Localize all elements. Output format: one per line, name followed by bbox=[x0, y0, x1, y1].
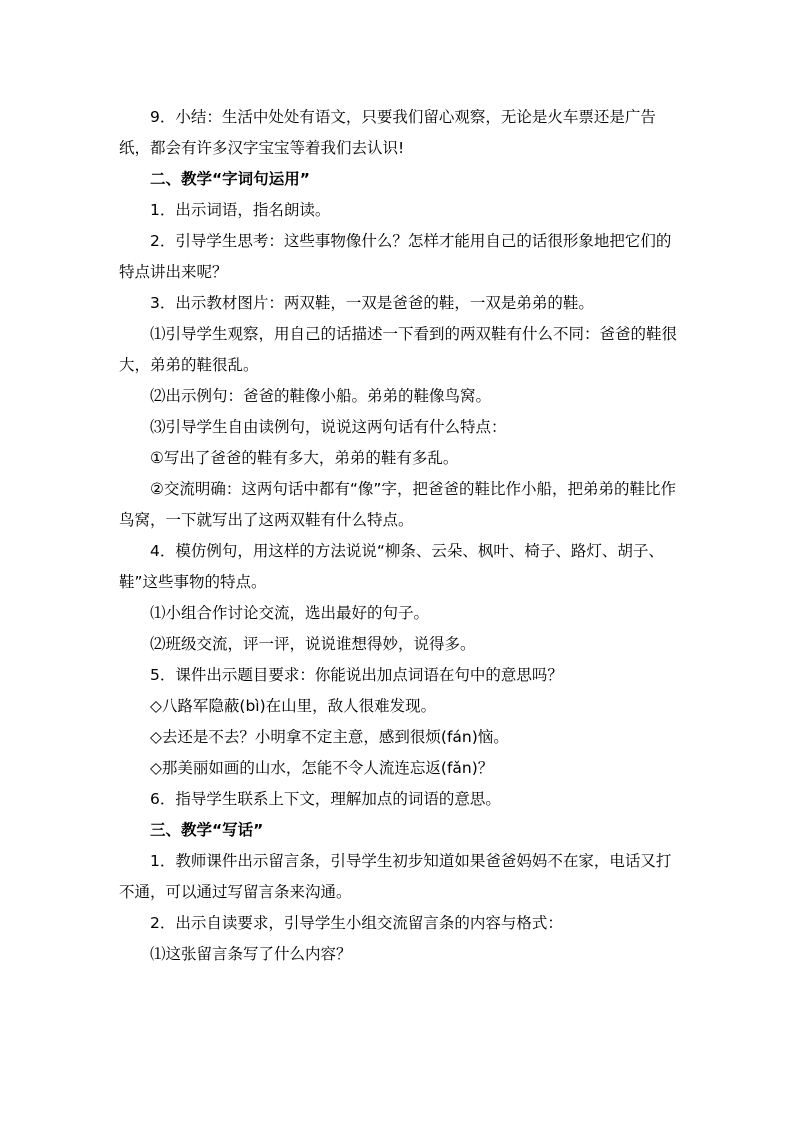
paragraph-step-4: 4．模仿例句，用这样的方法说说“柳条、云朵、枫叶、椅子、路灯、胡子、鞋”这些事物的特点。 bbox=[119, 542, 664, 591]
section-heading-word-usage: 二、教学“字词句运用” bbox=[150, 170, 310, 188]
paragraph-step-3-sub-2: ⑵出示例句：爸爸的鞋像小船。弟弟的鞋像鸟窝。 bbox=[150, 387, 492, 405]
paragraph-writing-step-2-sub-1: ⑴这张留言条写了什么内容？ bbox=[150, 945, 352, 963]
paragraph-step-4-sub-1: ⑴小组合作讨论交流，选出最好的句子。 bbox=[150, 604, 430, 622]
paragraph-step-3-sub-1: ⑴引导学生观察，用自己的话描述一下看到的两双鞋有什么不同：爸爸的鞋很大，弟弟的鞋很乱。 bbox=[119, 325, 678, 374]
paragraph-step-1: 1．出示词语，指名朗读。 bbox=[150, 201, 331, 219]
paragraph-example-3: ◇那美丽如画的山水，怎能不令人流连忘返(fǎn)？ bbox=[150, 759, 494, 777]
paragraph-writing-step-1: 1．教师课件出示留言条，引导学生初步知道如果爸爸妈妈不在家，电话又打不通，可以通过写留言条来沟通。 bbox=[119, 852, 672, 901]
document-body bbox=[119, 102, 677, 970]
paragraph-writing-step-2: 2．出示自读要求，引导学生小组交流留言条的内容与格式： bbox=[150, 914, 563, 932]
paragraph-point-2: ②交流明确：这两句话中都有“像”字，把爸爸的鞋比作小船，把弟弟的鞋比作鸟窝，一下就写出了这两双鞋有什么特点。 bbox=[119, 480, 676, 529]
paragraph-step-5: 5．课件出示题目要求：你能说出加点词语在句中的意思吗？ bbox=[150, 666, 563, 684]
paragraph-example-2: ◇去还是不去？小明拿不定主意，感到很烦(fán)恼。 bbox=[150, 728, 509, 746]
paragraph-step-2: 2．引导学生思考：这些事物像什么？怎样才能用自己的话很形象地把它们的特点讲出来呢？ bbox=[119, 232, 672, 281]
paragraph-step-3-sub-3: ⑶引导学生自由读例句，说说这两句话有什么特点： bbox=[150, 418, 507, 436]
section-heading-writing: 三、教学“写话” bbox=[150, 821, 264, 839]
paragraph-example-1: ◇八路军隐蔽(bì)在山里，敌人很难发现。 bbox=[150, 697, 437, 715]
paragraph-point-1: ①写出了爸爸的鞋有多大，弟弟的鞋有多乱。 bbox=[150, 449, 459, 467]
paragraph-summary: 9．小结：生活中处处有语文，只要我们留心观察，无论是火车票还是广告纸，都会有许多汉字宝宝等着我们去认识! bbox=[119, 108, 656, 157]
paragraph-step-3: 3．出示教材图片：两双鞋，一双是爸爸的鞋，一双是弟弟的鞋。 bbox=[150, 294, 594, 312]
paragraph-step-4-sub-2: ⑵班级交流，评一评，说说谁想得妙，说得多。 bbox=[150, 635, 476, 653]
paragraph-step-6: 6．指导学生联系上下文，理解加点的词语的意思。 bbox=[150, 790, 501, 808]
